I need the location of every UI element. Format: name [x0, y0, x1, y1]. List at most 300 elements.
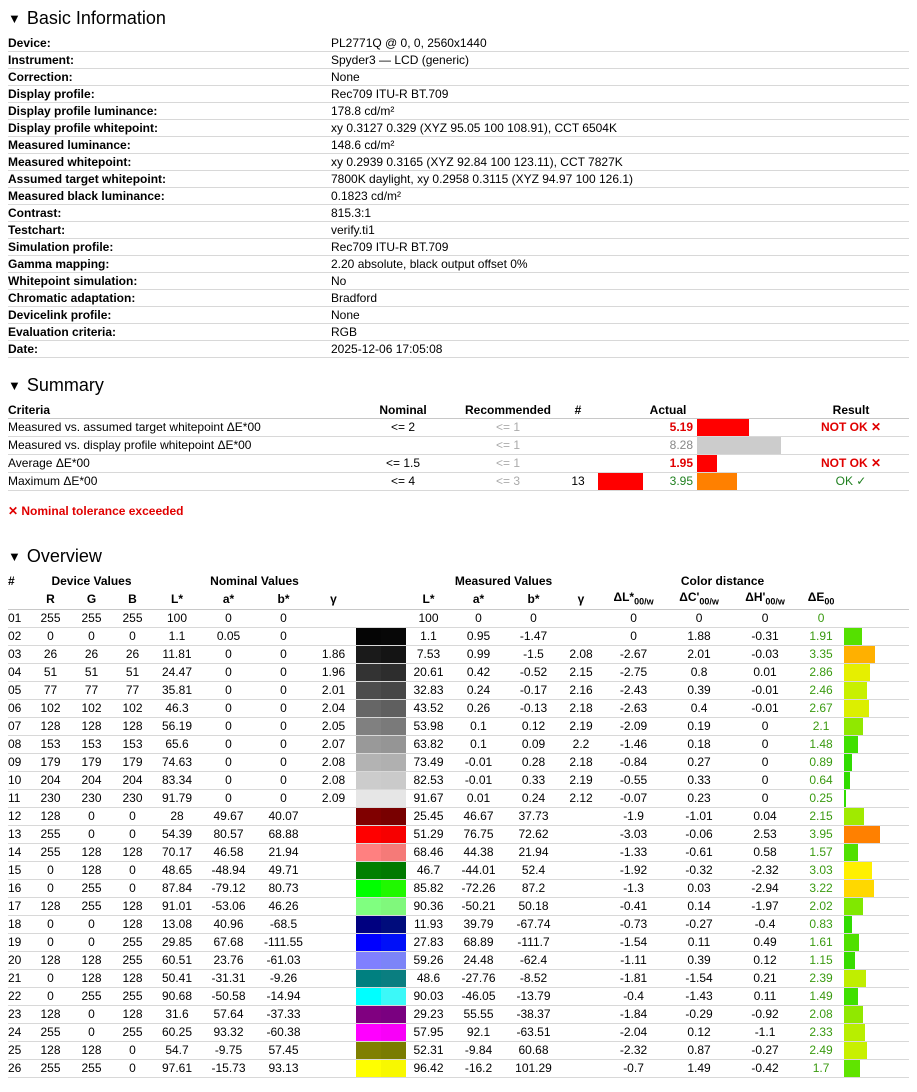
nominal-color-swatch: [356, 754, 381, 771]
delta-c-cell: 1.49: [666, 1060, 732, 1078]
measured-gamma-cell: 2.15: [561, 664, 601, 682]
info-row: [8, 222, 909, 239]
delta-h-cell: 0: [732, 610, 798, 628]
nominal-gamma-cell: [311, 916, 356, 934]
delta-e-bar-cell: [844, 1006, 909, 1024]
result-cell: NOT OK ✕: [793, 419, 909, 437]
index-cell: 10: [8, 772, 30, 790]
nominal-a-cell: 0: [201, 646, 256, 664]
actual-cell: 3.95: [643, 473, 693, 491]
measured-l-cell: 59.26: [406, 952, 451, 970]
overview-row: [8, 628, 909, 646]
delta-c-cell: -1.54: [666, 970, 732, 988]
measured-l-cell: 11.93: [406, 916, 451, 934]
overview-row: [8, 808, 909, 826]
info-value: Spyder3 — LCD (generic): [331, 52, 909, 69]
delta-c-cell: -0.27: [666, 916, 732, 934]
b-cell: 0: [112, 1042, 153, 1060]
b-cell: 128: [112, 844, 153, 862]
nominal-b-cell: 21.94: [256, 844, 311, 862]
nominal-l-cell: 1.1: [153, 628, 201, 646]
g-cell: 128: [71, 862, 112, 880]
measured-gamma-header: γ: [561, 589, 601, 610]
delta-e-cell: 0.25: [798, 790, 844, 808]
info-value: Bradford: [331, 290, 909, 307]
delta-c-cell: -0.61: [666, 844, 732, 862]
measured-gamma-cell: 2.19: [561, 718, 601, 736]
measured-b-cell: -111.7: [506, 934, 561, 952]
info-row: [8, 52, 909, 69]
nominal-gamma-cell: [311, 934, 356, 952]
nominal-a-cell: 0: [201, 772, 256, 790]
overview-row: [8, 718, 909, 736]
index-cell: 25: [8, 1042, 30, 1060]
info-key: Device:: [8, 35, 331, 52]
g-cell: 0: [71, 934, 112, 952]
delta-l-cell: -2.67: [601, 646, 666, 664]
measured-values-header: Measured Values: [454, 574, 553, 588]
count-cell: [558, 419, 598, 437]
nominal-gamma-cell: [311, 610, 356, 628]
nominal-a-cell: 0: [201, 610, 256, 628]
nominal-a-cell: 40.96: [201, 916, 256, 934]
delta-l-cell: -1.9: [601, 808, 666, 826]
delta-e-bar: [844, 898, 863, 915]
delta-e-cell: 2.46: [798, 682, 844, 700]
b-cell: 255: [112, 610, 153, 628]
color-swatch-cell: [356, 646, 406, 664]
r-cell: 0: [30, 970, 71, 988]
index-cell: 22: [8, 988, 30, 1006]
count-swatch-cell: [598, 455, 643, 473]
nominal-b-cell: -9.26: [256, 970, 311, 988]
nominal-color-swatch: [356, 934, 381, 951]
info-key: Measured whitepoint:: [8, 154, 331, 171]
result-cell: NOT OK ✕: [793, 455, 909, 473]
nominal-color-swatch: [356, 646, 381, 663]
measured-b-cell: -1.47: [506, 628, 561, 646]
r-cell: 77: [30, 682, 71, 700]
measured-l-cell: 85.82: [406, 880, 451, 898]
measured-gamma-cell: [561, 916, 601, 934]
color-swatch: [356, 610, 406, 627]
overview-row: [8, 772, 909, 790]
delta-l-cell: -2.09: [601, 718, 666, 736]
measured-color-swatch: [381, 754, 406, 771]
nominal-l-cell: 48.65: [153, 862, 201, 880]
measured-b-cell: -0.52: [506, 664, 561, 682]
measured-l-cell: 48.6: [406, 970, 451, 988]
count-swatch-cell: [598, 419, 643, 437]
nominal-color-swatch: [356, 1060, 381, 1077]
collapse-triangle-icon[interactable]: ▼: [8, 10, 21, 26]
nominal-b-cell: 0: [256, 628, 311, 646]
info-value: xy 0.3127 0.329 (XYZ 95.05 100 108.91), CCT 6504K: [331, 120, 909, 137]
delta-e-cell: 0: [798, 610, 844, 628]
nominal-color-swatch: [356, 880, 381, 897]
actual-cell: 8.28: [643, 437, 693, 455]
index-cell: 07: [8, 718, 30, 736]
measured-color-swatch: [381, 1024, 406, 1041]
info-row: [8, 154, 909, 171]
measured-color-swatch: [381, 970, 406, 987]
measured-a-cell: 0.26: [451, 700, 506, 718]
info-key: Correction:: [8, 69, 331, 86]
color-swatch-cell: [356, 916, 406, 934]
b-cell: 51: [112, 664, 153, 682]
g-cell: 255: [71, 1060, 112, 1078]
overview-row: [8, 1042, 909, 1060]
nominal-b-cell: 68.88: [256, 826, 311, 844]
info-value: Rec709 ITU-R BT.709: [331, 239, 909, 256]
measured-a-cell: 0.24: [451, 682, 506, 700]
nominal-a-cell: 57.64: [201, 1006, 256, 1024]
overview-heading[interactable]: [8, 539, 909, 573]
r-cell: 204: [30, 772, 71, 790]
collapse-triangle-icon[interactable]: ▼: [8, 377, 21, 393]
delta-h-cell: 2.53: [732, 826, 798, 844]
measured-a-cell: 0.01: [451, 790, 506, 808]
index-cell: 15: [8, 862, 30, 880]
info-row: [8, 239, 909, 256]
overview-title: Overview: [26, 545, 102, 566]
measured-gamma-cell: [561, 826, 601, 844]
measured-a-cell: 68.89: [451, 934, 506, 952]
delta-e-cell: 1.7: [798, 1060, 844, 1078]
nominal-l-cell: 70.17: [153, 844, 201, 862]
delta-e-bar: [844, 700, 869, 717]
info-value: 148.6 cd/m²: [331, 137, 909, 154]
delta-e-cell: 3.95: [798, 826, 844, 844]
overview-row: [8, 610, 909, 628]
count-header: #: [558, 402, 598, 419]
nominal-a-cell: -31.31: [201, 970, 256, 988]
nominal-header: Nominal: [348, 402, 458, 419]
nominal-gamma-cell: 2.01: [311, 682, 356, 700]
summary-heading[interactable]: [8, 368, 909, 402]
delta-l-cell: -3.03: [601, 826, 666, 844]
g-cell: 0: [71, 1024, 112, 1042]
summary-row: [8, 455, 909, 473]
g-cell: 128: [71, 952, 112, 970]
delta-h-cell: 0.12: [732, 952, 798, 970]
delta-l-cell: 0: [601, 610, 666, 628]
delta-e-cell: 1.91: [798, 628, 844, 646]
overview-row: [8, 790, 909, 808]
nominal-color-swatch: [356, 1042, 381, 1059]
nominal-l-cell: 91.01: [153, 898, 201, 916]
index-cell: 01: [8, 610, 30, 628]
nominal-gamma-cell: [311, 826, 356, 844]
nominal-b-cell: 80.73: [256, 880, 311, 898]
summary-row: [8, 437, 909, 455]
color-swatch-cell: [356, 862, 406, 880]
r-header: R: [30, 589, 71, 610]
measured-b-cell: 37.73: [506, 808, 561, 826]
nominal-color-swatch: [356, 1006, 381, 1023]
measured-a-cell: 55.55: [451, 1006, 506, 1024]
measured-gamma-cell: 2.12: [561, 790, 601, 808]
delta-e-bar-cell: [844, 790, 909, 808]
measured-a-cell: 24.48: [451, 952, 506, 970]
index-cell: 09: [8, 754, 30, 772]
nominal-color-swatch: [356, 898, 381, 915]
delta-e-cell: 2.49: [798, 1042, 844, 1060]
actual-bar-cell: [693, 419, 793, 437]
measured-l-cell: 7.53: [406, 646, 451, 664]
delta-l-cell: -1.81: [601, 970, 666, 988]
g-cell: 179: [71, 754, 112, 772]
measured-gamma-cell: [561, 952, 601, 970]
delta-e-bar: [844, 970, 866, 987]
nominal-a-cell: 93.32: [201, 1024, 256, 1042]
delta-e-bar-cell: [844, 754, 909, 772]
measured-a-cell: -27.76: [451, 970, 506, 988]
delta-c-cell: 0.33: [666, 772, 732, 790]
measured-l-cell: 73.49: [406, 754, 451, 772]
info-key: Contrast:: [8, 205, 331, 222]
measured-l-cell: 29.23: [406, 1006, 451, 1024]
color-swatch-cell: [356, 772, 406, 790]
nominal-l-cell: 11.81: [153, 646, 201, 664]
delta-c-cell: -0.06: [666, 826, 732, 844]
b-cell: 0: [112, 862, 153, 880]
nominal-color-swatch: [356, 664, 381, 681]
overview-row: [8, 952, 909, 970]
b-cell: 128: [112, 898, 153, 916]
color-swatch: [356, 754, 406, 771]
nominal-color-swatch: [356, 718, 381, 735]
delta-h-cell: 0.01: [732, 664, 798, 682]
b-cell: 102: [112, 700, 153, 718]
nominal-l-cell: 54.7: [153, 1042, 201, 1060]
color-swatch: [356, 880, 406, 897]
measured-gamma-cell: 2.16: [561, 682, 601, 700]
delta-e-bar: [844, 1060, 860, 1077]
info-row: [8, 341, 909, 358]
b-cell: 230: [112, 790, 153, 808]
measured-a-cell: -44.01: [451, 862, 506, 880]
measured-gamma-cell: [561, 1060, 601, 1078]
overview-row: [8, 646, 909, 664]
overview-row: [8, 682, 909, 700]
b-cell: 77: [112, 682, 153, 700]
measured-gamma-cell: [561, 628, 601, 646]
basic-information-title: Basic Information: [26, 7, 166, 28]
info-value: None: [331, 69, 909, 86]
nominal-l-cell: 13.08: [153, 916, 201, 934]
index-cell: 14: [8, 844, 30, 862]
delta-h-cell: -1.97: [732, 898, 798, 916]
delta-h-cell: -0.01: [732, 682, 798, 700]
delta-c-cell: 0.14: [666, 898, 732, 916]
nominal-l-cell: 54.39: [153, 826, 201, 844]
measured-b-cell: 0.09: [506, 736, 561, 754]
delta-e-bar: [844, 952, 855, 969]
delta-c-cell: 0.03: [666, 880, 732, 898]
delta-e-bar-cell: [844, 844, 909, 862]
r-cell: 255: [30, 1060, 71, 1078]
color-swatch-cell: [356, 682, 406, 700]
delta-h-cell: -2.32: [732, 862, 798, 880]
info-row: [8, 103, 909, 120]
b-cell: 255: [112, 934, 153, 952]
r-cell: 255: [30, 610, 71, 628]
measured-l-cell: 96.42: [406, 1060, 451, 1078]
color-swatch-cell: [356, 826, 406, 844]
index-cell: 21: [8, 970, 30, 988]
info-row: [8, 86, 909, 103]
color-swatch: [356, 934, 406, 951]
delta-e-cell: 1.15: [798, 952, 844, 970]
nominal-l-cell: 90.68: [153, 988, 201, 1006]
r-cell: 102: [30, 700, 71, 718]
basic-information-table: [8, 35, 909, 358]
delta-e-bar: [844, 754, 852, 771]
measured-l-cell: 25.45: [406, 808, 451, 826]
g-cell: 255: [71, 610, 112, 628]
info-value: 0.1823 cd/m²: [331, 188, 909, 205]
nominal-b-cell: -61.03: [256, 952, 311, 970]
measured-b-cell: 50.18: [506, 898, 561, 916]
r-cell: 230: [30, 790, 71, 808]
measured-gamma-cell: [561, 862, 601, 880]
delta-c-cell: 0: [666, 610, 732, 628]
b-header: B: [112, 589, 153, 610]
color-swatch: [356, 646, 406, 663]
color-distance-header: Color distance: [680, 574, 765, 588]
color-swatch-cell: [356, 844, 406, 862]
info-row: [8, 120, 909, 137]
delta-l-cell: -0.41: [601, 898, 666, 916]
basic-information-heading[interactable]: [8, 1, 909, 35]
measured-l-cell: 27.83: [406, 934, 451, 952]
measured-gamma-cell: [561, 610, 601, 628]
delta-l-cell: -0.84: [601, 754, 666, 772]
measured-gamma-cell: 2.08: [561, 646, 601, 664]
nominal-b-cell: 0: [256, 664, 311, 682]
nominal-l-cell: 60.25: [153, 1024, 201, 1042]
overview-row: [8, 754, 909, 772]
overview-table: [8, 573, 909, 1078]
nominal-a-header: a*: [201, 589, 256, 610]
g-cell: 255: [71, 880, 112, 898]
nominal-a-cell: -50.58: [201, 988, 256, 1006]
nominal-b-cell: 0: [256, 790, 311, 808]
info-key: Display profile whitepoint:: [8, 120, 331, 137]
delta-e-bar: [844, 862, 872, 879]
info-value: xy 0.2939 0.3165 (XYZ 92.84 100 123.11), CCT 7827K: [331, 154, 909, 171]
nominal-color-swatch: [356, 916, 381, 933]
g-cell: 128: [71, 844, 112, 862]
nominal-b-cell: -37.33: [256, 1006, 311, 1024]
info-key: Assumed target whitepoint:: [8, 171, 331, 188]
delta-e-cell: 0.89: [798, 754, 844, 772]
measured-b-cell: 0.33: [506, 772, 561, 790]
nominal-gamma-cell: [311, 862, 356, 880]
delta-l-cell: -1.3: [601, 880, 666, 898]
nominal-b-cell: 0: [256, 718, 311, 736]
measured-b-cell: -0.13: [506, 700, 561, 718]
delta-l-cell: -1.46: [601, 736, 666, 754]
info-row: [8, 171, 909, 188]
actual-cell: 1.95: [643, 455, 693, 473]
measured-gamma-cell: [561, 808, 601, 826]
delta-e-bar-cell: [844, 970, 909, 988]
nominal-a-cell: 0: [201, 700, 256, 718]
delta-e-bar-cell: [844, 1024, 909, 1042]
delta-e-bar-cell: [844, 952, 909, 970]
measured-b-cell: 87.2: [506, 880, 561, 898]
r-cell: 128: [30, 898, 71, 916]
result-cell: [793, 437, 909, 455]
info-value: verify.ti1: [331, 222, 909, 239]
measured-a-cell: -50.21: [451, 898, 506, 916]
recommended-header: Recommended: [458, 402, 558, 419]
nominal-color-swatch: [356, 808, 381, 825]
delta-c-cell: 0.18: [666, 736, 732, 754]
delta-e-bar: [844, 826, 880, 843]
delta-e-bar: [844, 988, 858, 1005]
delta-e-bar: [844, 844, 858, 861]
nominal-gamma-cell: 2.09: [311, 790, 356, 808]
r-cell: 0: [30, 916, 71, 934]
measured-b-cell: -38.37: [506, 1006, 561, 1024]
delta-h-cell: 0: [732, 790, 798, 808]
color-swatch: [356, 952, 406, 969]
b-cell: 0: [112, 1060, 153, 1078]
nominal-b-header: b*: [256, 589, 311, 610]
index-cell: 24: [8, 1024, 30, 1042]
nominal-a-cell: -79.12: [201, 880, 256, 898]
color-swatch: [356, 736, 406, 753]
nominal-cell: [348, 437, 458, 455]
overview-row: [8, 934, 909, 952]
color-swatch: [356, 970, 406, 987]
measured-gamma-cell: [561, 1024, 601, 1042]
delta-l-cell: -0.55: [601, 772, 666, 790]
nominal-b-cell: -14.94: [256, 988, 311, 1006]
measured-color-swatch: [381, 1042, 406, 1059]
delta-e-cell: 2.33: [798, 1024, 844, 1042]
measured-l-cell: 32.83: [406, 682, 451, 700]
nominal-a-cell: 49.67: [201, 808, 256, 826]
color-swatch-cell: [356, 754, 406, 772]
delta-e-bar: [844, 1042, 867, 1059]
info-key: Date:: [8, 341, 331, 358]
measured-color-swatch: [381, 934, 406, 951]
nominal-a-cell: -53.06: [201, 898, 256, 916]
info-key: Chromatic adaptation:: [8, 290, 331, 307]
measured-l-cell: 91.67: [406, 790, 451, 808]
measured-l-cell: 51.29: [406, 826, 451, 844]
measured-color-swatch: [381, 898, 406, 915]
measured-b-header: b*: [506, 589, 561, 610]
delta-h-cell: -0.42: [732, 1060, 798, 1078]
color-swatch-cell: [356, 628, 406, 646]
measured-a-header: a*: [451, 589, 506, 610]
nominal-b-cell: 0: [256, 736, 311, 754]
measured-b-cell: -63.51: [506, 1024, 561, 1042]
nominal-gamma-cell: 2.08: [311, 772, 356, 790]
delta-e-bar-cell: [844, 862, 909, 880]
delta-l-cell: -1.11: [601, 952, 666, 970]
nominal-cell: <= 1.5: [348, 455, 458, 473]
measured-a-cell: 0.95: [451, 628, 506, 646]
r-cell: 0: [30, 628, 71, 646]
b-cell: 128: [112, 916, 153, 934]
collapse-triangle-icon[interactable]: ▼: [8, 548, 21, 564]
